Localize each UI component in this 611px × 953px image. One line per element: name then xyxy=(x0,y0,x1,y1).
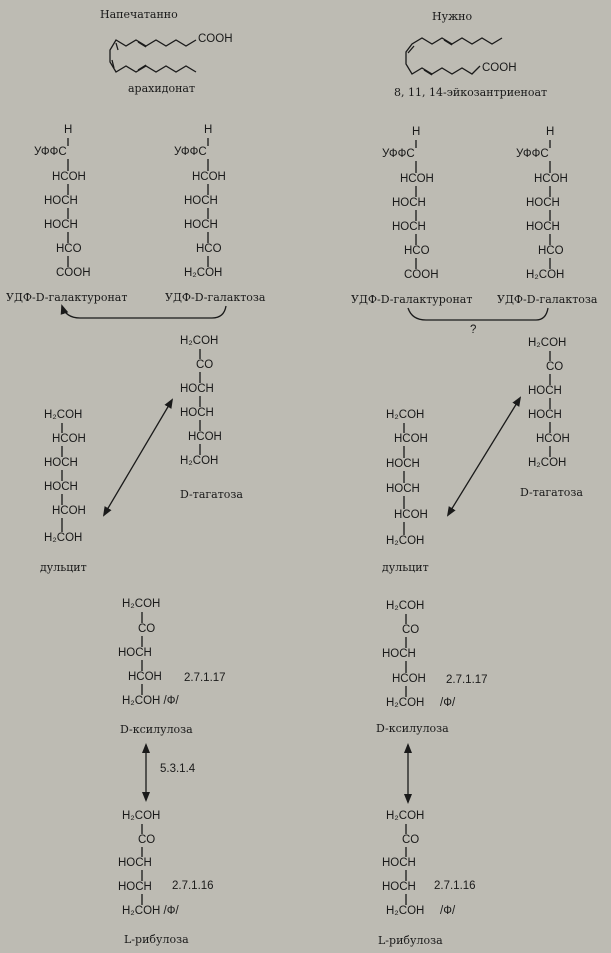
left-dulcitol-r5: HCOH xyxy=(52,505,86,517)
right-udpgal-r2: HOCH xyxy=(526,197,560,209)
right-dulcitol-r5: HCOH xyxy=(394,509,428,521)
right-udpgalur-cooh: COOH xyxy=(404,269,439,281)
eicosatrienoate-cooh: COOH xyxy=(482,62,517,74)
right-xylulose-r3: HOCH xyxy=(382,648,416,660)
arachidonate-skeleton xyxy=(110,40,196,72)
right-udpgalur-r4: HCO xyxy=(404,245,430,257)
left-udpgalur-r3: HOCH xyxy=(44,219,78,231)
right-ribulose-label: L-рибулоза xyxy=(378,934,443,947)
left-header: Напечатанно xyxy=(100,8,178,21)
right-tagatose-r1: H₂COH xyxy=(528,337,567,349)
left-udpgalur-r1: HCOH xyxy=(52,171,86,183)
right-xylulose-phos: /Ф/ xyxy=(440,697,456,709)
right-dulcitol-r4: HOCH xyxy=(386,483,420,495)
left-dulcitol-label: дульцит xyxy=(40,561,87,574)
left-tagatose-r1: H₂COH xyxy=(180,335,219,347)
left-xylulose-r2: CO xyxy=(138,623,156,635)
left-dulcitol-r4: HOCH xyxy=(44,481,78,493)
right-ribulose-phos: /Ф/ xyxy=(440,905,456,917)
right-udpgal-r1: HCOH xyxy=(534,173,568,185)
right-udpgalur-r3: HOCH xyxy=(392,221,426,233)
left-ribulose-enzyme: 2.7.1.16 xyxy=(172,880,214,892)
eicosatrienoate-skeleton xyxy=(406,38,502,74)
left-dulcitol-r1: H₂COH xyxy=(44,409,83,421)
left-ribulose-r2: CO xyxy=(138,834,156,846)
right-xylulose-r1: H₂COH xyxy=(386,600,425,612)
right-tagatose-r3: HOCH xyxy=(528,385,562,397)
left-udpgal-r1: HCOH xyxy=(192,171,226,183)
right-tagatose-r6: H₂COH xyxy=(528,457,567,469)
arachidonate-label: арахидонат xyxy=(128,82,196,95)
right-udpgal-r5: H₂COH xyxy=(526,269,565,281)
left-xylulose-label: D-ксилулоза xyxy=(120,723,193,736)
left-tagatose-r5: HCOH xyxy=(188,431,222,443)
left-tagatose-label: D-тагатоза xyxy=(180,488,243,501)
arachidonate-cooh: COOH xyxy=(198,33,233,45)
right-ribulose-r3: HOCH xyxy=(382,857,416,869)
right-dulcitol-r2: HCOH xyxy=(394,433,428,445)
right-tagatose-label: D-тагатоза xyxy=(520,486,583,499)
right-xylulose-r5: H₂COH xyxy=(386,697,425,709)
left-tagatose-r2: CO xyxy=(196,359,214,371)
right-tagatose-dulcitol-arrow xyxy=(448,398,520,515)
right-udpgalur-r1: HCOH xyxy=(400,173,434,185)
right-udpgalur-udp: УФФС xyxy=(382,148,415,160)
left-ribulose-r4: HOCH xyxy=(118,881,152,893)
left-dulcitol-r3: HOCH xyxy=(44,457,78,469)
left-dulcitol-r6: H₂COH xyxy=(44,532,83,544)
left-udpgalur-udp: УФФС xyxy=(34,146,67,158)
left-udpgalur-h: H xyxy=(64,124,73,136)
left-udpgal-r3: HOCH xyxy=(184,219,218,231)
left-tagatose-r6: H₂COH xyxy=(180,455,219,467)
left-epimerase-bracket xyxy=(62,306,226,318)
right-udpgal-r3: HOCH xyxy=(526,221,560,233)
left-ribulose-r5: H₂COH /Ф/ xyxy=(122,905,179,917)
right-xylulose-label: D-ксилулоза xyxy=(376,722,449,735)
left-udpgal-udp: УФФС xyxy=(174,146,207,158)
right-ribulose-r1: H₂COH xyxy=(386,810,425,822)
right-udpgal-udp: УФФС xyxy=(516,148,549,160)
left-udpgalur-r2: HOCH xyxy=(44,195,78,207)
left-ribulose-r3: HOCH xyxy=(118,857,152,869)
right-xylulose-enzyme: 2.7.1.17 xyxy=(446,674,488,686)
right-tagatose-r5: HCOH xyxy=(536,433,570,445)
right-ribulose-r5: H₂COH xyxy=(386,905,425,917)
question-mark: ? xyxy=(470,324,477,336)
eicosatrienoate-label: 8, 11, 14-эйкозантриеноат xyxy=(394,86,548,99)
left-xylulose-r1: H₂COH xyxy=(122,598,161,610)
left-udpgal-label: УДФ-D-галактоза xyxy=(165,291,266,304)
left-udpgalur-r4: HCO xyxy=(56,243,82,255)
left-tagatose-r3: HOCH xyxy=(180,383,214,395)
right-header: Нужно xyxy=(432,10,473,23)
left-ribulose-label: L-рибулоза xyxy=(124,933,189,946)
left-udpgalur-cooh: COOH xyxy=(56,267,91,279)
left-tagatose-r4: HOCH xyxy=(180,407,214,419)
left-xylulose-r4: HCOH xyxy=(128,671,162,683)
left-udpgal-r5: H₂COH xyxy=(184,267,223,279)
left-tagatose-dulcitol-arrow xyxy=(104,400,172,515)
right-tagatose-r2: CO xyxy=(546,361,564,373)
right-dulcitol-label: дульцит xyxy=(382,561,429,574)
right-dulcitol-r6: H₂COH xyxy=(386,535,425,547)
left-dulcitol-r2: HCOH xyxy=(52,433,86,445)
left-isomerase-enzyme: 5.3.1.4 xyxy=(160,763,196,775)
left-udpgal-r4: HCO xyxy=(196,243,222,255)
right-tagatose-r4: HOCH xyxy=(528,409,562,421)
right-udpgalur-label: УДФ-D-галактуронат xyxy=(351,293,473,306)
left-xylulose-r3: HOCH xyxy=(118,647,152,659)
right-ribulose-enzyme: 2.7.1.16 xyxy=(434,880,476,892)
left-xylulose-r5: H₂COH /Ф/ xyxy=(122,695,179,707)
left-ribulose-r1: H₂COH xyxy=(122,810,161,822)
right-ribulose-r4: HOCH xyxy=(382,881,416,893)
right-xylulose-r4: HCOH xyxy=(392,673,426,685)
right-dulcitol-r1: H₂COH xyxy=(386,409,425,421)
right-udpgalur-h: H xyxy=(412,126,421,138)
right-udpgal-r4: HCO xyxy=(538,245,564,257)
left-udpgal-h: H xyxy=(204,124,213,136)
right-udpgal-label: УДФ-D-галактоза xyxy=(497,293,598,306)
right-xylulose-r2: CO xyxy=(402,624,420,636)
right-bracket xyxy=(408,308,548,320)
right-dulcitol-r3: HOCH xyxy=(386,458,420,470)
right-udpgal-h: H xyxy=(546,126,555,138)
left-udpgal-r2: HOCH xyxy=(184,195,218,207)
left-xylulose-enzyme: 2.7.1.17 xyxy=(184,672,226,684)
right-udpgalur-r2: HOCH xyxy=(392,197,426,209)
left-udpgalur-label: УДФ-D-галактуронат xyxy=(6,291,128,304)
right-ribulose-r2: CO xyxy=(402,834,420,846)
arachidonate-double-bonds xyxy=(112,42,146,70)
